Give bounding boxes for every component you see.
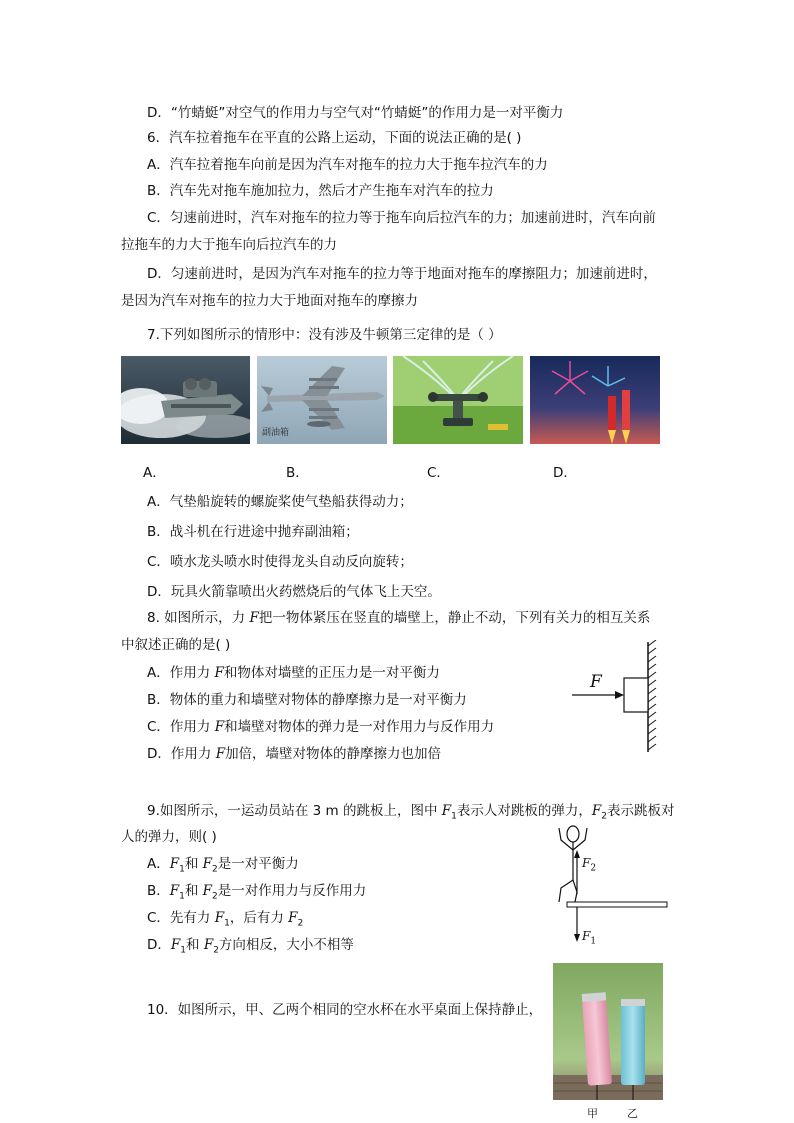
springboard-diagram — [545, 822, 675, 952]
q7-picture-label-b: B． — [286, 465, 309, 481]
f1-label: $F_1$ — [582, 929, 597, 947]
q7-option-b: B．战斗机在行进途中抛弃副油箱； — [147, 524, 359, 540]
q8-stem-line1: 8. 如图所示，力 F把一物体紧压在竖直的墙壁上，静止不动，下列有关力的相互关系 — [147, 610, 651, 626]
wall-force-diagram — [570, 640, 660, 755]
q7-option-d: D．玩具火箭靠喷出火药燃烧后的气体飞上天空。 — [147, 584, 441, 600]
q8-option-a: A．作用力 F和物体对墙壁的正压力是一对平衡力 — [147, 665, 440, 681]
q7-picture-label-d: D． — [553, 465, 577, 481]
q6-option-d-line1: D．匀速前进时，是因为汽车对拖车的拉力等于地面对拖车的摩擦阻力；加速前进时， — [147, 266, 657, 282]
q8-stem-line2: 中叙述正确的是( ) — [121, 637, 231, 653]
water-cups-photo — [553, 963, 663, 1100]
q9-option-a: A．$F_1$和 $F_2$是一对平衡力 — [147, 856, 299, 875]
q8-option-c: C．作用力 F和墙壁对物体的弹力是一对作用力与反作用力 — [147, 719, 495, 735]
q7-stem: 7.下列如图所示的情形中：没有涉及牛顿第三定律的是（ ） — [147, 327, 502, 343]
hovercraft-photo — [121, 356, 250, 444]
q9-option-b: B．$F_1$和 $F_2$是一对作用力与反作用力 — [147, 883, 367, 902]
cup-label-yi: 乙 — [627, 1107, 638, 1120]
q9-stem-line1: 9.如图所示，一运动员站在 3 m 的跳板上，图中 $F_1$表示人对跳板的弹力，$F_2$表示跳板对 — [147, 803, 675, 822]
q10-stem: 10．如图所示，甲、乙两个相同的空水杯在水平桌面上保持静止， — [147, 1002, 543, 1018]
wall-force-label: F — [590, 672, 602, 692]
sprinkler-photo — [393, 356, 523, 444]
q7-picture-label-a: A． — [143, 465, 166, 481]
q6-stem: 6．汽车拉着拖车在平直的公路上运动，下面的说法正确的是( ) — [147, 130, 522, 146]
q6-option-c-line1: C．匀速前进时，汽车对拖车的拉力等于拖车向后拉汽车的力；加速前进时，汽车向前 — [147, 210, 656, 226]
q7-option-a: A．气垫船旋转的螺旋桨使气垫船获得动力； — [147, 494, 413, 510]
f2-label: $F_2$ — [582, 856, 597, 874]
cup-label-jia: 甲 — [587, 1107, 598, 1120]
q6-option-b: B．汽车先对拖车施加拉力，然后才产生拖车对汽车的拉力 — [147, 183, 494, 199]
q9-option-d: D．$F_1$和 $F_2$方向相反，大小不相等 — [147, 937, 354, 956]
q6-option-a: A．汽车拉着拖车向前是因为汽车对拖车的拉力大于拖车拉汽车的力 — [147, 157, 548, 173]
q8-option-d: D．作用力 F加倍，墙壁对物体的静摩擦力也加倍 — [147, 746, 442, 762]
q5-option-d: D．“竹蜻蜓”对空气的作用力与空气对“竹蜻蜓”的作用力是一对平衡力 — [147, 105, 564, 121]
q9-option-c: C．先有力 $F_1$，后有力 $F_2$ — [147, 910, 304, 929]
q9-stem-line2: 人的弹力，则( ) — [121, 829, 217, 845]
drop-tank-label: 副油箱 — [262, 428, 290, 438]
q6-option-d-line2: 是因为汽车对拖车的拉力大于地面对拖车的摩擦力 — [121, 293, 418, 309]
q7-picture-label-c: C． — [427, 465, 450, 481]
q7-option-c: C．喷水龙头喷水时使得龙头自动反向旋转； — [147, 554, 413, 570]
q8-option-b: B．物体的重力和墙壁对物体的静摩擦力是一对平衡力 — [147, 692, 467, 708]
q6-option-c-line2: 拉拖车的力大于拖车向后拉汽车的力 — [121, 237, 337, 253]
toy-rocket-photo — [530, 356, 660, 444]
